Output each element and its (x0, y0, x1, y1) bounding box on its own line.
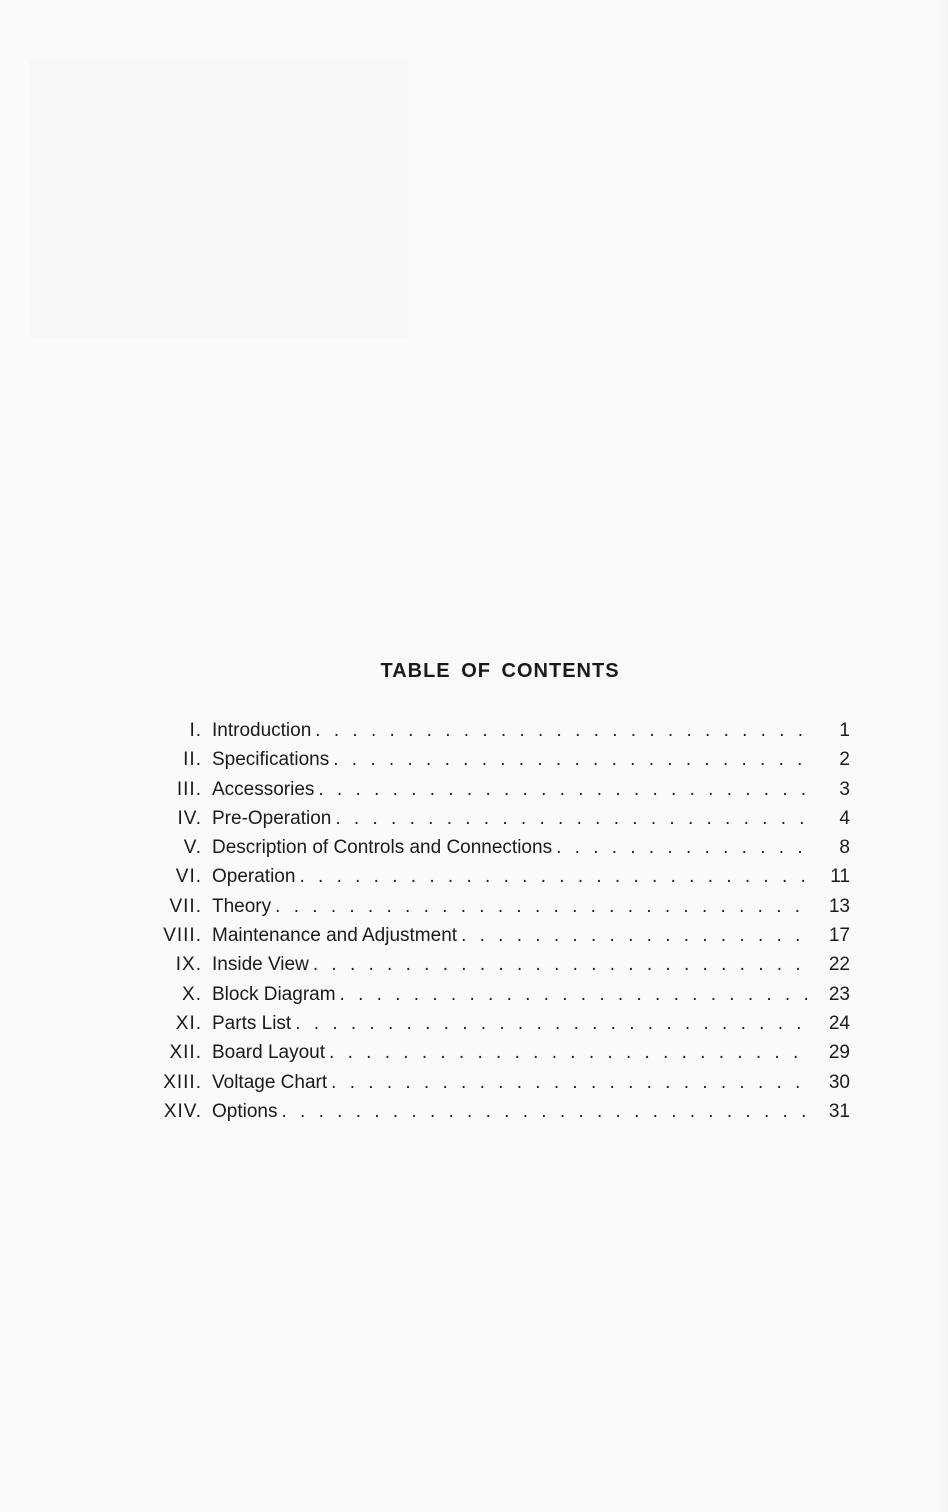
toc-entry-number: V. (183, 837, 202, 859)
toc-entry-page: 23 (828, 983, 850, 1005)
toc-entry-page: 1 (839, 720, 850, 741)
toc-entry-number: IV. (177, 807, 202, 829)
toc-entry-page: 17 (828, 925, 850, 947)
toc-entry-page: 30 (828, 1071, 850, 1093)
toc-entry-title: Accessories (212, 778, 315, 800)
toc-dot-leader (281, 1101, 812, 1123)
toc-dot-leader (295, 1013, 812, 1035)
toc-entry-page: 31 (828, 1100, 850, 1122)
toc-entry-number: XI. (175, 1012, 202, 1034)
toc-dot-leader (299, 866, 812, 888)
toc-entry-number: I. (189, 720, 202, 741)
show-through-block (30, 60, 408, 338)
toc-dot-leader (315, 720, 812, 742)
toc-entry-title: Operation (212, 866, 296, 888)
toc-entry-title: Voltage Chart (212, 1071, 328, 1093)
toc-entry-page: 22 (828, 954, 850, 976)
toc-entry-title: Introduction (212, 720, 312, 741)
toc-entry-number: X. (182, 983, 202, 1005)
toc-entry-number: VII. (169, 895, 202, 917)
toc-dot-leader (318, 779, 812, 801)
page-edge (936, 0, 948, 1512)
toc-entry-number: IX. (175, 954, 202, 976)
toc-entry (110, 1101, 850, 1130)
toc-entry-title: Theory (212, 895, 272, 917)
toc-entry-title: Pre-Operation (212, 807, 332, 829)
table-of-contents (110, 720, 850, 1130)
toc-entry (110, 954, 850, 983)
toc-entry-page: 8 (839, 837, 850, 859)
toc-entry-page: 13 (828, 895, 850, 917)
toc-entry (110, 984, 850, 1013)
toc-dot-leader (331, 1072, 812, 1094)
toc-entry-title: Description of Controls and Connections (212, 837, 553, 859)
toc-entry (110, 808, 850, 837)
toc-entry-title: Inside View (212, 954, 309, 976)
page-title: TABLE OF CONTENTS (380, 660, 620, 682)
toc-dot-leader (329, 1042, 812, 1064)
toc-entry-page: 24 (828, 1012, 850, 1034)
toc-entry-title: Parts List (212, 1012, 292, 1034)
toc-entry-number: II. (183, 749, 202, 771)
toc-entry (110, 837, 850, 866)
toc-entry-title: Specifications (212, 749, 330, 771)
toc-entry-number: VIII. (163, 925, 202, 947)
toc-entry-number: XII. (169, 1042, 202, 1064)
toc-entry (110, 1042, 850, 1071)
toc-entry (110, 896, 850, 925)
toc-entry-title: Board Layout (212, 1042, 326, 1064)
toc-dot-leader (333, 749, 812, 771)
toc-dot-leader (340, 984, 812, 1006)
toc-dot-leader (313, 954, 812, 976)
toc-entry-title: Block Diagram (212, 983, 336, 1005)
toc-entry-number: VI. (175, 866, 202, 888)
toc-entry (110, 779, 850, 808)
toc-entry-page: 2 (839, 749, 850, 771)
toc-dot-leader (275, 896, 812, 918)
toc-entry (110, 1013, 850, 1042)
toc-entry (110, 925, 850, 954)
toc-dot-leader (556, 837, 812, 859)
toc-entry (110, 866, 850, 895)
toc-entry-title: Maintenance and Adjustment (212, 925, 458, 947)
toc-entry (110, 720, 850, 749)
toc-entry-page: 4 (839, 807, 850, 829)
toc-dot-leader (335, 808, 812, 830)
toc-entry-page: 11 (830, 866, 850, 888)
toc-entry (110, 749, 850, 778)
toc-entry-number: III. (176, 778, 202, 800)
toc-entry-page: 29 (828, 1042, 850, 1064)
toc-entry-number: XIII. (163, 1071, 202, 1093)
toc-entry (110, 1072, 850, 1101)
toc-entry-title: Options (212, 1100, 278, 1122)
toc-entry-page: 3 (839, 778, 850, 800)
toc-entry-number: XIV. (163, 1100, 202, 1122)
toc-dot-leader (461, 925, 812, 947)
